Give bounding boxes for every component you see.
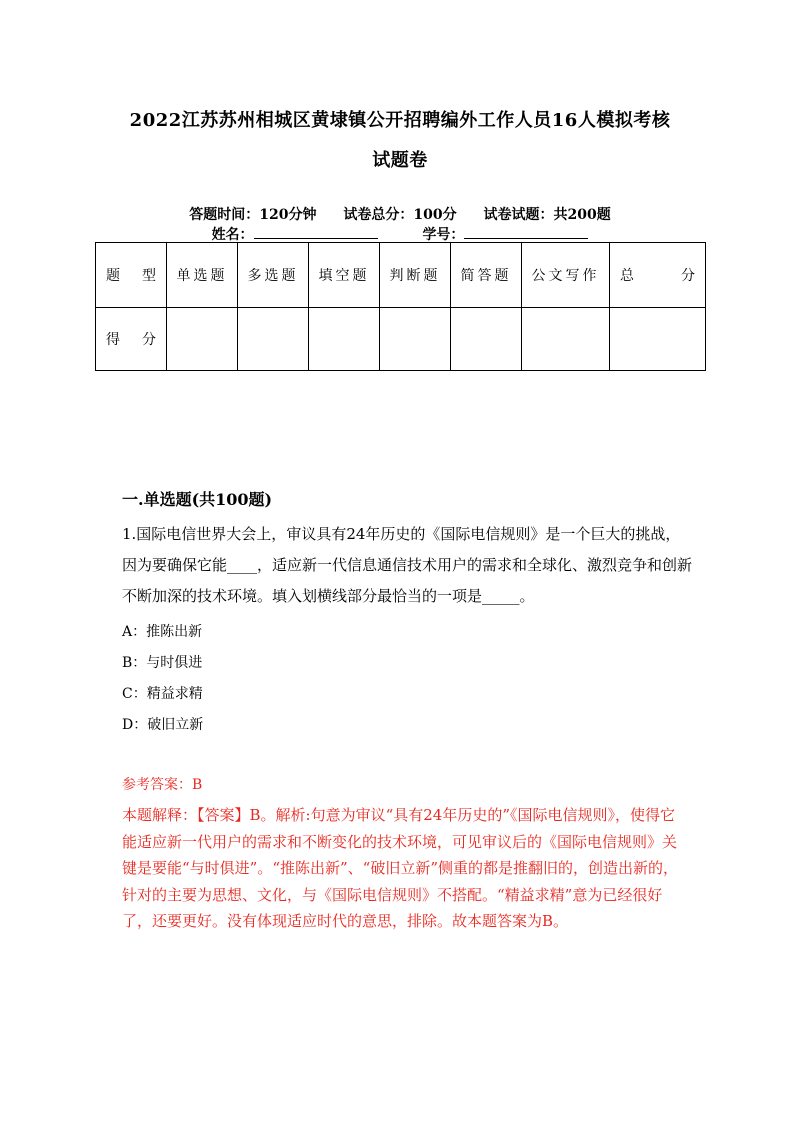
type-cell: 多选题	[238, 243, 309, 308]
score-cell[interactable]	[380, 308, 451, 371]
option-d: D：破旧立新	[122, 717, 204, 733]
option-c: C：精益求精	[122, 686, 203, 702]
type-cell: 判断题	[380, 243, 451, 308]
score-table-header-row	[96, 243, 706, 308]
exam-time: 答题时间：120分钟	[189, 207, 317, 223]
exam-title: 2022江苏苏州相城区黄埭镇公开招聘编外工作人员16人模拟考核	[129, 110, 671, 131]
score-cell[interactable]	[451, 308, 522, 371]
type-cell: 填空题	[309, 243, 380, 308]
score-header-cell: 得 分	[96, 308, 167, 371]
reference-answer: 参考答案：B	[122, 777, 203, 793]
type-cell: 简答题	[451, 243, 522, 308]
score-table-score-row	[96, 308, 706, 371]
question-text: 1.国际电信世界大会上，审议具有24年历史的《国际电信规则》是一个巨大的挑战，因为要确保它能____，适应新一代信息通信技术用户的需求和全球化、激烈竞争和创新不断加深的技术环境。填入划横线部分最恰当的一项是_____。	[122, 525, 693, 605]
name-blank[interactable]	[254, 226, 378, 239]
type-cell: 单选题	[167, 243, 238, 308]
option-a: A：推陈出新	[122, 624, 203, 640]
type-cell: 公文写作	[522, 243, 610, 308]
name-label: 姓名：	[211, 227, 254, 243]
score-cell[interactable]	[167, 308, 238, 371]
exam-title-line2: 试题卷	[372, 150, 428, 171]
id-label: 学号：	[422, 227, 465, 243]
exam-question-count: 试卷试题：共200题	[483, 207, 611, 223]
option-b: B：与时俱进	[122, 655, 203, 671]
score-table	[95, 242, 706, 371]
section-title: 一.单选题(共100题)	[122, 490, 273, 509]
exam-total-score: 试卷总分：100分	[343, 207, 457, 223]
score-cell[interactable]	[238, 308, 309, 371]
score-cell[interactable]	[610, 308, 706, 371]
exam-meta	[80, 204, 720, 224]
score-cell[interactable]	[522, 308, 610, 371]
total-header-cell: 总 分	[610, 243, 706, 308]
answer-explanation: 本题解释：【答案】B。解析:句意为审议“具有24年历史的”《国际电信规则》，使得它能适应新一代用户的需求和不断变化的技术环境，可见审议后的《国际电信规则》关键是要能“与时俱进”。“推陈出新”、“破旧立新”侧重的都是推翻旧的，创造出新的，针对的主要为思想、文化，与《国际电信规则》不搭配。“精益求精”意为已经很好了，还要更好。没有体现适应时代的意思，排除。故本题答案为B。	[122, 806, 679, 930]
score-cell[interactable]	[309, 308, 380, 371]
type-header-cell: 题 型	[96, 243, 167, 308]
id-blank[interactable]	[464, 226, 588, 239]
student-info	[80, 224, 720, 244]
